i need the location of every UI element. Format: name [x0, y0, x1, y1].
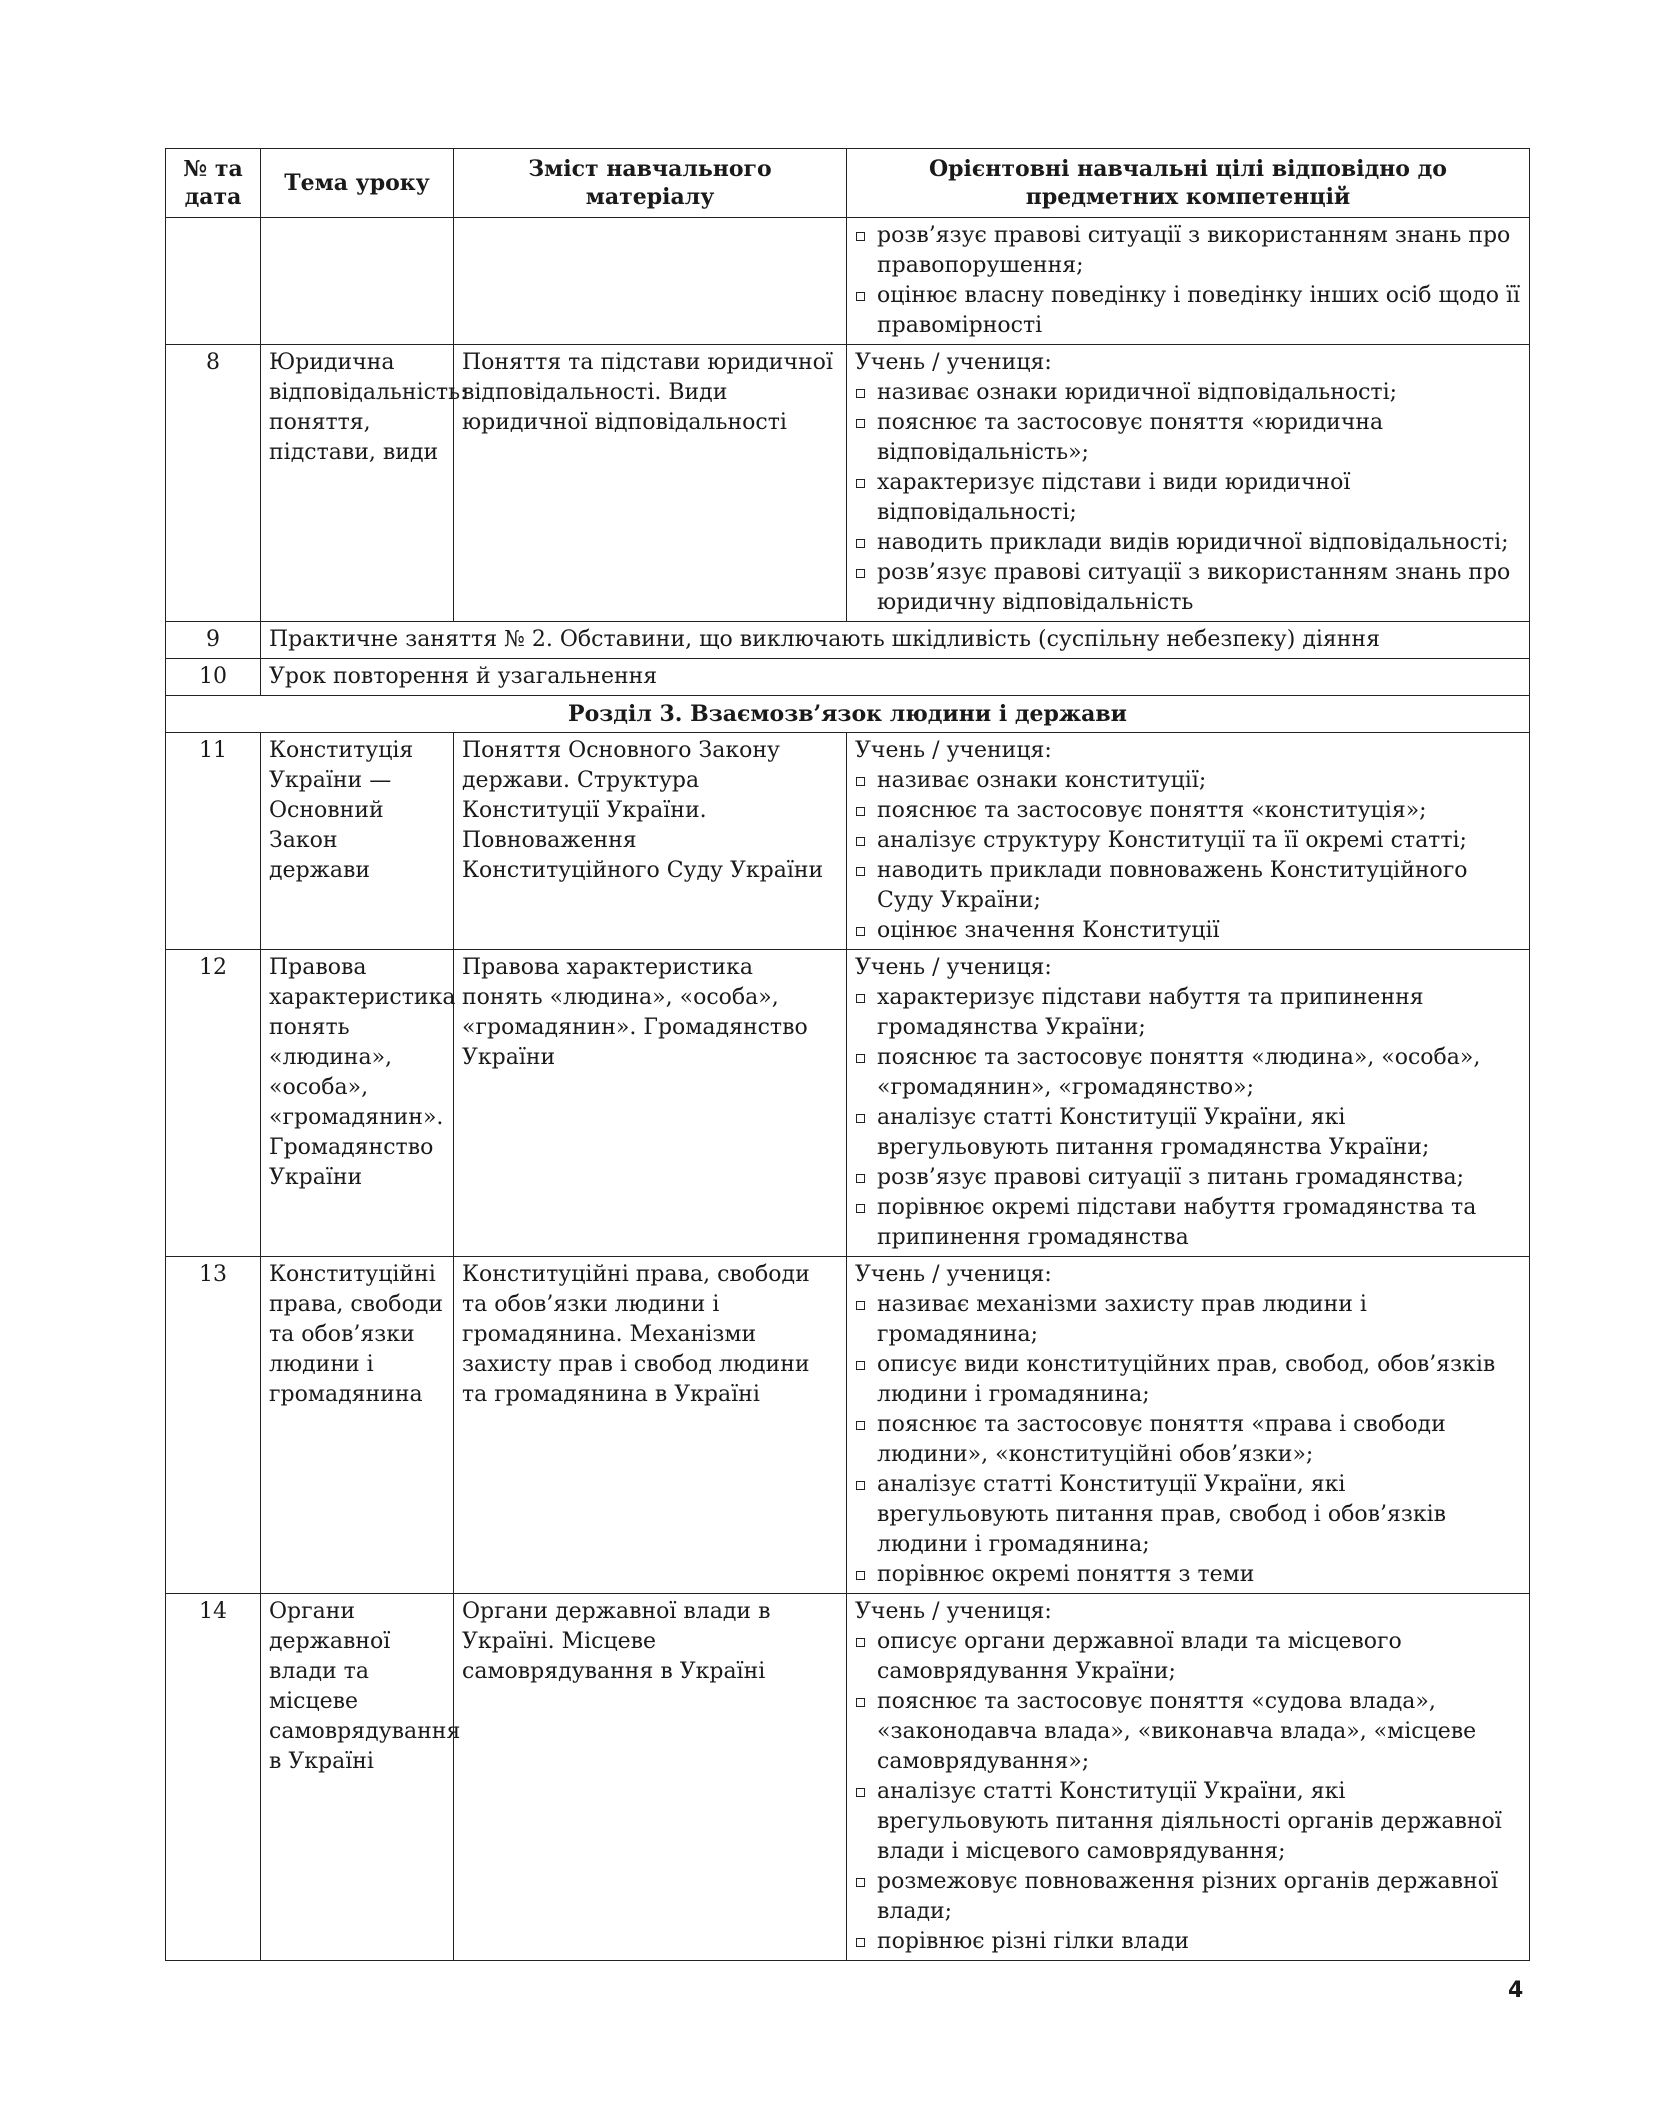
goal-item: розв’язує правові ситуації з використанням знань про правопорушення; — [855, 221, 1521, 281]
lesson-number: 10 — [166, 659, 261, 696]
learner-label: Учень / учениця: — [855, 1262, 1052, 1287]
header-num-date: № та дата — [166, 149, 261, 218]
goal-item: пояснює та застосовує поняття «права і свободи людини», «конституційні обов’язки»; — [855, 1410, 1521, 1470]
lesson-goals — [847, 345, 1530, 622]
goal-item: описує органи державної влади та місцевого самоврядування України; — [855, 1627, 1521, 1687]
lesson-content: Поняття Основного Закону держави. Структура Конституції України. Повноваження Конституційного Суду України — [454, 733, 847, 950]
goal-item: наводить приклади видів юридичної відповідальності; — [855, 528, 1521, 558]
page-number: 4 — [1508, 1978, 1524, 2003]
goal-item: наводить приклади повноважень Конституційного Суду України; — [855, 856, 1521, 916]
lesson-topic: Юридична відповідальність: поняття, підстави, види — [261, 345, 454, 622]
learner-label: Учень / учениця: — [855, 738, 1052, 763]
lesson-topic: Конституційні права, свободи та обов’язки людини і громадянина — [261, 1257, 454, 1594]
lesson-number: 9 — [166, 622, 261, 659]
lesson-content: Органи державної влади в Україні. Місцеве самоврядування в Україні — [454, 1594, 847, 1961]
goal-item: називає ознаки юридичної відповідальності; — [855, 378, 1521, 408]
lesson-goals — [847, 1257, 1530, 1594]
curriculum-table — [165, 148, 1530, 1961]
goal-item: називає механізми захисту прав людини і громадянина; — [855, 1290, 1521, 1350]
goal-item: пояснює та застосовує поняття «конституція»; — [855, 796, 1521, 826]
lesson-number: 14 — [166, 1594, 261, 1961]
goal-item: пояснює та застосовує поняття «юридична відповідальність»; — [855, 408, 1521, 468]
goal-item: розв’язує правові ситуації з питань громадянства; — [855, 1163, 1521, 1193]
lesson-practical: Практичне заняття № 2. Обставини, що виключають шкідливість (суспільну небезпеку) діяння — [261, 622, 1530, 659]
table-row — [166, 345, 1530, 622]
table-row — [166, 733, 1530, 950]
lesson-topic: Конституція України — Основний Закон держави — [261, 733, 454, 950]
goal-item: оцінює власну поведінку і поведінку інших осіб щодо її правомірності — [855, 281, 1521, 341]
section-row — [166, 696, 1530, 733]
learner-label: Учень / учениця: — [855, 955, 1052, 980]
goal-item: аналізує статті Конституції України, які врегульовують питання діяльності органів державної влади і місцевого самоврядування; — [855, 1777, 1521, 1867]
lesson-goals — [847, 733, 1530, 950]
lesson-topic: Органи державної влади та місцеве самоврядування в Україні — [261, 1594, 454, 1961]
learner-label: Учень / учениця: — [855, 350, 1052, 375]
goal-item: характеризує підстави і види юридичної відповідальності; — [855, 468, 1521, 528]
goal-item: оцінює значення Конституції — [855, 916, 1521, 946]
goal-item: характеризує підстави набуття та припинення громадянства України; — [855, 983, 1521, 1043]
lesson-goals — [847, 218, 1530, 345]
lesson-topic — [261, 218, 454, 345]
lesson-goals — [847, 950, 1530, 1257]
header-goals: Орієнтовні навчальні цілі відповідно до предметних компетенцій — [847, 149, 1530, 218]
goal-item: аналізує статті Конституції України, які врегульовують питання прав, свобод і обов’язків людини і громадянина; — [855, 1470, 1521, 1560]
header-row — [166, 149, 1530, 218]
goal-item: пояснює та застосовує поняття «судова влада», «законодавча влада», «виконавча влада», «місцеве самоврядування»; — [855, 1687, 1521, 1777]
lesson-content — [454, 218, 847, 345]
goal-item: називає ознаки конституції; — [855, 766, 1521, 796]
goal-item: порівнює окремі підстави набуття громадянства та припинення громадянства — [855, 1193, 1521, 1253]
section-title: Розділ 3. Взаємозв’язок людини і держави — [166, 696, 1530, 733]
table-row — [166, 1594, 1530, 1961]
goal-item: аналізує статті Конституції України, які врегульовують питання громадянства України; — [855, 1103, 1521, 1163]
table-row — [166, 950, 1530, 1257]
header-topic: Тема уроку — [261, 149, 454, 218]
lesson-content: Правова характеристика понять «людина», «особа», «громадянин». Громадянство України — [454, 950, 847, 1257]
lesson-topic: Правова характеристика понять «людина», «особа», «громадянин». Громадянство України — [261, 950, 454, 1257]
header-content: Зміст навчального матеріалу — [454, 149, 847, 218]
lesson-content: Поняття та підстави юридичної відповідальності. Види юридичної відповідальності — [454, 345, 847, 622]
lesson-goals — [847, 1594, 1530, 1961]
goal-item: аналізує структуру Конституції та її окремі статті; — [855, 826, 1521, 856]
learner-label: Учень / учениця: — [855, 1599, 1052, 1624]
goal-item: порівнює різні гілки влади — [855, 1927, 1521, 1957]
lesson-content: Конституційні права, свободи та обов’язки людини і громадянина. Механізми захисту прав і свобод людини та громадянина в Україні — [454, 1257, 847, 1594]
table-row — [166, 1257, 1530, 1594]
goal-item: розмежовує повноваження різних органів державної влади; — [855, 1867, 1521, 1927]
table-row — [166, 659, 1530, 696]
lesson-number: 11 — [166, 733, 261, 950]
lesson-number: 12 — [166, 950, 261, 1257]
table-row — [166, 218, 1530, 345]
goal-item: порівнює окремі поняття з теми — [855, 1560, 1521, 1590]
lesson-number — [166, 218, 261, 345]
lesson-number: 13 — [166, 1257, 261, 1594]
goal-item: описує види конституційних прав, свобод, обов’язків людини і громадянина; — [855, 1350, 1521, 1410]
lesson-number: 8 — [166, 345, 261, 622]
goal-item: розв’язує правові ситуації з використанням знань про юридичну відповідальність — [855, 558, 1521, 618]
goal-item: пояснює та застосовує поняття «людина», «особа», «громадянин», «громадянство»; — [855, 1043, 1521, 1103]
lesson-review: Урок повторення й узагальнення — [261, 659, 1530, 696]
table-row — [166, 622, 1530, 659]
